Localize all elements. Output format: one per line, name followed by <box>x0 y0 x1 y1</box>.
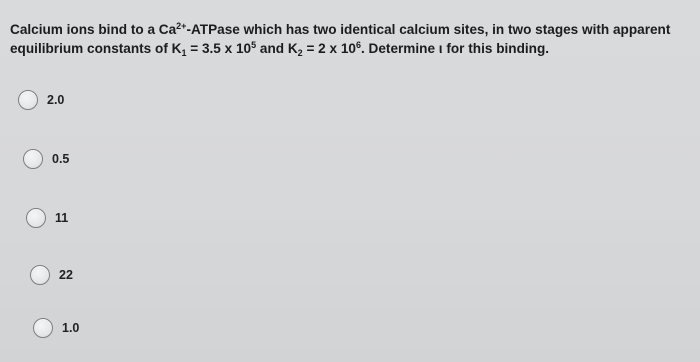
answer-option[interactable] <box>23 149 69 169</box>
option-label: 1.0 <box>62 321 80 335</box>
radio-button[interactable] <box>33 318 53 338</box>
radio-button[interactable] <box>30 265 50 285</box>
k1-exponent: 5 <box>251 40 257 50</box>
k2-exponent: 6 <box>355 40 361 50</box>
option-label: 2.0 <box>47 93 65 107</box>
answer-option[interactable] <box>26 208 68 228</box>
option-label: 0.5 <box>52 152 70 166</box>
radio-button[interactable] <box>23 149 43 169</box>
question-text-part: Calcium ions bind to a Ca <box>10 22 177 37</box>
answer-option[interactable] <box>30 265 73 285</box>
radio-button[interactable] <box>18 90 38 110</box>
question-text-part: . Determine ι for this binding. <box>360 41 550 56</box>
question-text <box>10 20 694 58</box>
question-text-part: = 3.5 x 10 <box>186 41 252 56</box>
k2-subscript: 2 <box>297 48 303 58</box>
radio-button[interactable] <box>26 208 46 228</box>
question-text-part: -ATPase which has two identical calcium sites, in two stages with apparent equilibrium constants of K <box>10 22 671 56</box>
option-label: 11 <box>55 211 69 225</box>
answer-option[interactable] <box>33 318 79 338</box>
k1-subscript: 1 <box>181 48 187 58</box>
option-label: 22 <box>59 268 73 282</box>
answer-option[interactable] <box>18 90 64 110</box>
question-text-part: = 2 x 10 <box>302 41 356 56</box>
charge-superscript: 2+ <box>176 21 187 31</box>
question-text-part: and K <box>256 41 298 56</box>
